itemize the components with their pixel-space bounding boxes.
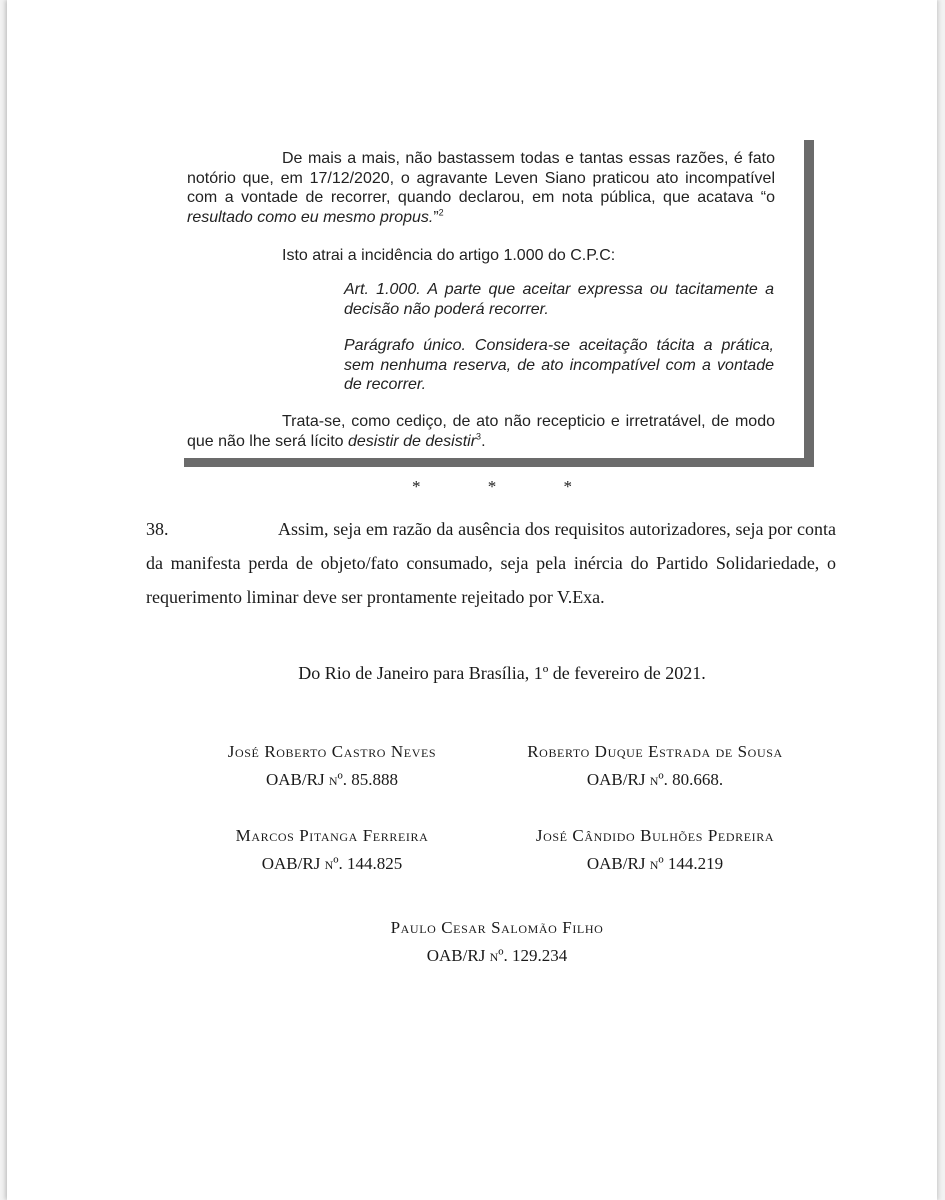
- separator-star: *: [412, 477, 421, 496]
- signatory-name: José Roberto Castro Neves: [227, 742, 437, 761]
- signature-block: [485, 822, 825, 878]
- paragraph-38: [146, 512, 836, 614]
- signatory-oab: OAB/RJ nº. 129.234: [426, 946, 568, 965]
- signature-block: [327, 914, 667, 970]
- scanned-excerpt-image: [184, 140, 814, 467]
- separator-star: *: [563, 477, 572, 496]
- excerpt-paragraph-1: De mais a mais, não bastassem todas e tantas essas razões, é fato notório que, em 17/12/2020, o agravante Leven Siano praticou ato incompatível com a vontade de recorrer, quando declarou, em nota pública, que acatava “o resultado como eu mesmo propus.”$^2$: [187, 150, 775, 226]
- signatory-oab: OAB/RJ nº 144.219: [586, 854, 724, 873]
- paragraph-number: 38.: [146, 519, 169, 539]
- paragraph-text: Assim, seja em razão da ausência dos requisitos autorizadores, seja por conta da manifesta perda de objeto/fato consumado, seja pela inércia do Partido Solidariedade, o requerimento liminar deve ser prontamente rejeitado por V.Exa.: [146, 519, 836, 607]
- date-line: Do Rio de Janeiro para Brasília, 1º de fevereiro de 2021.: [298, 663, 706, 683]
- signatory-oab: OAB/RJ nº. 144.825: [261, 854, 403, 873]
- excerpt-paragraph-5: Trata-se, como cediço, de ato não recepticio e irretratável, de modo que não lhe será lícito desistir de desistir$^3$.: [187, 413, 775, 450]
- excerpt-article-quote: Art. 1.000. A parte que aceitar expressa ou tacitamente a decisão não poderá recorrer.: [344, 281, 774, 318]
- signatory-name: José Cândido Bulhões Pedreira: [535, 826, 775, 845]
- signature-block: [485, 738, 825, 794]
- signatory-oab: OAB/RJ nº. 80.668.: [586, 770, 724, 789]
- excerpt-sole-paragraph-quote: Parágrafo único. Considera-se aceitação tácita a prática, sem nenhuma reserva, de ato incompatível com a vontade de recorrer.: [344, 337, 774, 393]
- excerpt-paragraph-2: Isto atrai a incidência do artigo 1.000 do C.P.C:: [282, 247, 616, 264]
- signatory-oab: OAB/RJ nº. 85.888: [265, 770, 398, 789]
- signature-block: [177, 738, 487, 794]
- document-page: [7, 0, 937, 1200]
- signatory-name: Roberto Duque Estrada de Sousa: [527, 742, 783, 761]
- section-separator: [412, 477, 572, 497]
- signature-block: [177, 822, 487, 878]
- separator-star: *: [487, 477, 497, 496]
- signatory-name: Paulo Cesar Salomão Filho: [390, 918, 604, 937]
- signatory-name: Marcos Pitanga Ferreira: [235, 826, 429, 845]
